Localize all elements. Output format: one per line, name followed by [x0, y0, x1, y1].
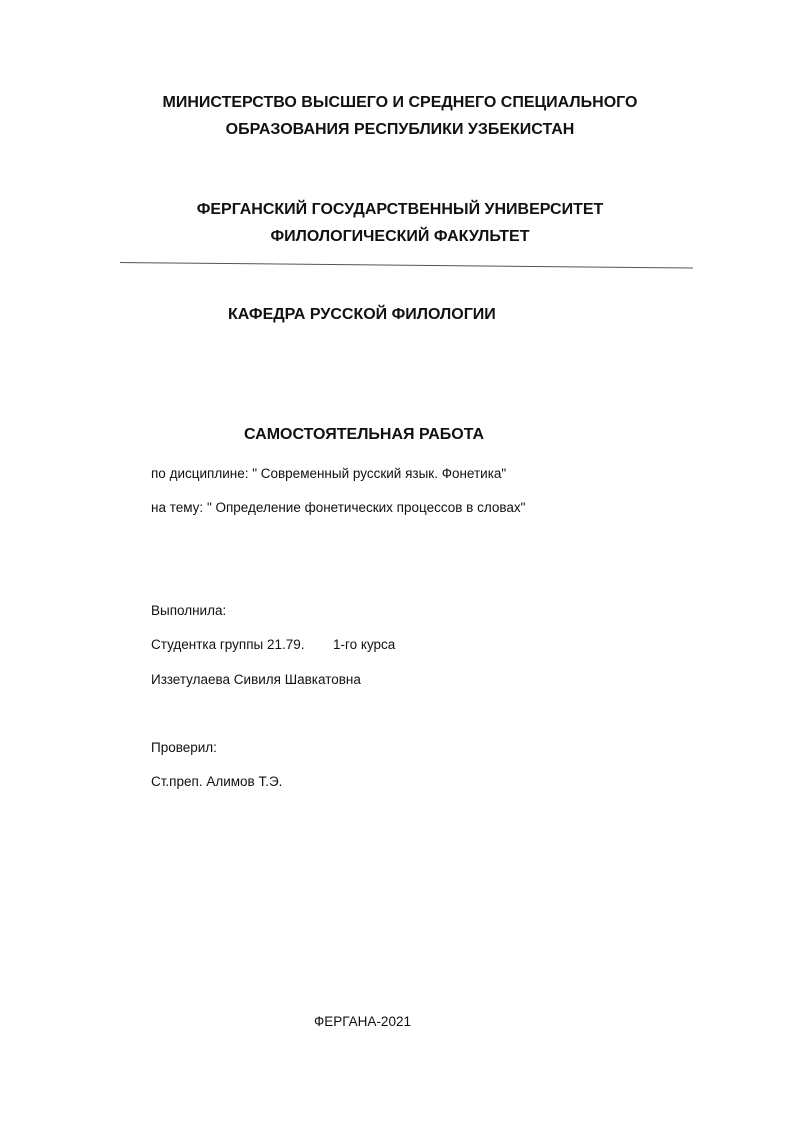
- ministry-line-2: ОБРАЗОВАНИЯ РЕСПУБЛИКИ УЗБЕКИСТАН: [225, 121, 575, 138]
- work-title: САМОСТОЯТЕЛЬНАЯ РАБОТА: [244, 426, 485, 443]
- author-name: Иззетулаева Сивиля Шавкатовна: [151, 672, 361, 687]
- university-name: ФЕРГАНСКИЙ ГОСУДАРСТВЕННЫЙ УНИВЕРСИТЕТ: [196, 201, 604, 218]
- author-label: Выполнила:: [151, 603, 227, 618]
- author-course: 1-го курса: [333, 637, 396, 652]
- faculty-name: ФИЛОЛОГИЧЕСКИЙ ФАКУЛЬТЕТ: [270, 228, 530, 245]
- header-divider: [120, 262, 693, 269]
- reviewer-name: Ст.преп. Алимов Т.Э.: [151, 774, 283, 789]
- ministry-line-1: МИНИСТЕРСТВО ВЫСШЕГО И СРЕДНЕГО СПЕЦИАЛЬНОГО: [162, 94, 638, 111]
- discipline-line: по дисциплине: " Современный русский язык. Фонетика": [151, 466, 507, 481]
- author-group: Студентка группы 21.79.: [151, 637, 305, 652]
- topic-line: на тему: " Определение фонетических процессов в словах": [151, 500, 526, 515]
- department-name: КАФЕДРА РУССКОЙ ФИЛОЛОГИИ: [228, 306, 496, 323]
- reviewer-label: Проверил:: [151, 740, 217, 755]
- city-year: ФЕРГАНА-2021: [314, 1014, 411, 1029]
